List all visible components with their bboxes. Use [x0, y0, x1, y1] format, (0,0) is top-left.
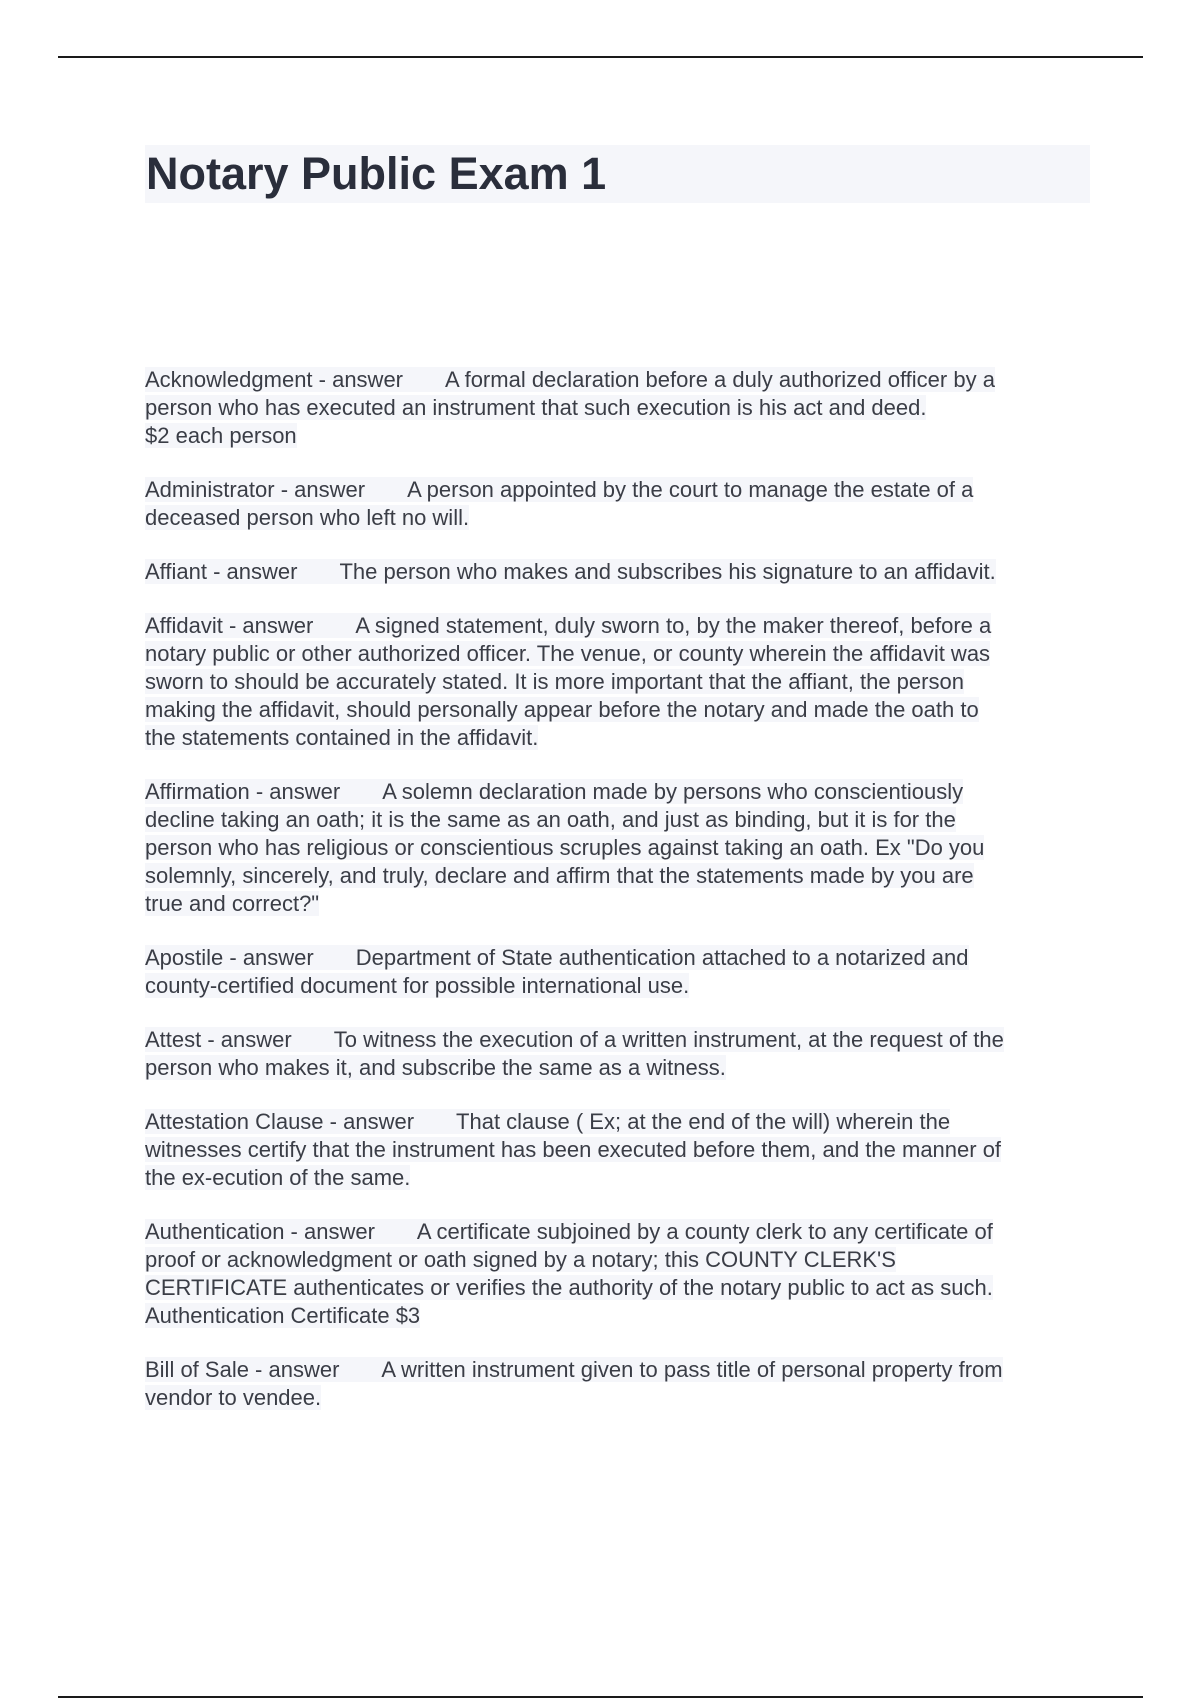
entry-definition-line [145, 807, 956, 832]
entry-term: Attest - answer [145, 1027, 292, 1052]
entry-term: Attestation Clause - answer [145, 1109, 415, 1134]
entry-definition: deceased person who left no will. [145, 505, 470, 530]
entry-line [145, 668, 1090, 696]
glossary-entry [145, 612, 1090, 752]
entry-line [145, 558, 1090, 586]
entry-definition: Department of State authentication attached to a notarized and [355, 945, 969, 970]
entry-first-line [145, 367, 995, 392]
entry-definition: making the affidavit, should personally appear before the notary and made the oath to [145, 697, 979, 722]
glossary-entry [145, 778, 1090, 918]
entry-line [145, 476, 1090, 504]
entry-definition: That clause ( Ex; at the end of the will) wherein the [456, 1109, 951, 1134]
entry-definition-line [145, 1303, 420, 1328]
entry-line [145, 1054, 1090, 1082]
entry-definition-line [145, 973, 689, 998]
entry-first-line [145, 1219, 993, 1244]
entry-first-line [145, 559, 996, 584]
entry-definition-line [145, 891, 319, 916]
entry-line [145, 834, 1090, 862]
entry-definition-line [145, 1137, 1001, 1162]
entry-definition: solemnly, sincerely, and truly, declare and affirm that the statements made by you are [145, 863, 974, 888]
entry-definition: witnesses certify that the instrument has been executed before them, and the manner of [145, 1137, 1002, 1162]
entry-definition: sworn to should be accurately stated. It is more important that the affiant, the person [145, 669, 964, 694]
entry-line [145, 1246, 1090, 1274]
glossary-entry [145, 476, 1090, 532]
entry-first-line [145, 1357, 1003, 1382]
entry-definition: Authentication Certificate $3 [145, 1303, 421, 1328]
entry-line [145, 640, 1090, 668]
entry-term: Affirmation - answer [145, 779, 341, 804]
entry-definition: CERTIFICATE authenticates or verifies the authority of the notary public to act as such. [145, 1275, 993, 1300]
entry-definition-line [145, 1055, 726, 1080]
glossary-entry [145, 944, 1090, 1000]
entry-definition-line [145, 835, 984, 860]
entry-line [145, 1302, 1090, 1330]
glossary-entry [145, 1356, 1090, 1412]
entry-term: Apostile - answer [145, 945, 314, 970]
entry-line [145, 1274, 1090, 1302]
glossary-entry [145, 1026, 1090, 1082]
entry-definition: A certificate subjoined by a county clerk to any certificate of [416, 1219, 993, 1244]
entry-line [145, 1218, 1090, 1246]
entry-definition-line [145, 505, 469, 530]
entry-first-line [145, 1027, 1004, 1052]
entry-line [145, 862, 1090, 890]
entry-first-line [145, 1109, 950, 1134]
entry-term: Acknowledgment - answer [145, 367, 404, 392]
entry-definition: county-certified document for possible international use. [145, 973, 690, 998]
entry-line [145, 1108, 1090, 1136]
entry-line [145, 366, 1090, 394]
entry-definition: person who makes it, and subscribe the same as a witness. [145, 1055, 726, 1080]
entry-definition-line [145, 1385, 321, 1410]
entry-line [145, 394, 1090, 422]
entry-term: Administrator - answer [145, 477, 366, 502]
entry-definition: proof or acknowledgment or oath signed by a notary; this COUNTY CLERK'S [145, 1247, 896, 1272]
entry-line [145, 1384, 1090, 1412]
bottom-rule [58, 1696, 1143, 1698]
entry-definition: A person appointed by the court to manage the estate of a [407, 477, 974, 502]
entry-definition-line [145, 641, 990, 666]
entry-definition: A written instrument given to pass title of personal property from [381, 1357, 1003, 1382]
entry-definition: $2 each person [145, 423, 297, 448]
entry-definition-line [145, 395, 926, 420]
entry-first-line [145, 779, 963, 804]
entry-term: Bill of Sale - answer [145, 1357, 340, 1382]
glossary-entries [145, 366, 1090, 1438]
entry-line [145, 890, 1090, 918]
entry-line [145, 1164, 1090, 1192]
entry-definition: person who has religious or conscientious scruples against taking an oath. Ex "Do you [145, 835, 985, 860]
entry-definition-line [145, 1275, 993, 1300]
entry-line [145, 422, 1090, 450]
entry-definition-line [145, 669, 964, 694]
glossary-entry [145, 1108, 1090, 1192]
top-rule [58, 56, 1143, 58]
entry-line [145, 944, 1090, 972]
entry-definition-line [145, 1165, 410, 1190]
entry-term: Affiant - answer [145, 559, 298, 584]
entry-definition: The person who makes and subscribes his signature to an affidavit. [339, 559, 996, 584]
entry-definition: the ex-ecution of the same. [145, 1165, 411, 1190]
entry-line [145, 806, 1090, 834]
entry-definition: A solemn declaration made by persons who conscientiously [382, 779, 964, 804]
entry-line [145, 724, 1090, 752]
document-title: Notary Public Exam 1 [146, 148, 607, 199]
entry-definition: A signed statement, duly sworn to, by the maker thereof, before a [355, 613, 992, 638]
entry-definition: the statements contained in the affidavit. [145, 725, 539, 750]
entry-definition-line [145, 423, 297, 448]
entry-first-line [145, 477, 973, 502]
entry-definition: person who has executed an instrument that such execution is his act and deed. [145, 395, 927, 420]
entry-definition: To witness the execution of a written instrument, at the request of the [333, 1027, 1004, 1052]
entry-term: Affidavit - answer [145, 613, 314, 638]
entry-line [145, 612, 1090, 640]
entry-line [145, 1356, 1090, 1384]
entry-definition: true and correct?" [145, 891, 320, 916]
entry-line [145, 1136, 1090, 1164]
entry-line [145, 972, 1090, 1000]
entry-definition: A formal declaration before a duly authorized officer by a [445, 367, 995, 392]
entry-line [145, 696, 1090, 724]
entry-line [145, 504, 1090, 532]
glossary-entry [145, 1218, 1090, 1330]
entry-definition: vendor to vendee. [145, 1385, 322, 1410]
glossary-entry [145, 558, 1090, 586]
entry-definition-line [145, 863, 974, 888]
entry-term: Authentication - answer [145, 1219, 375, 1244]
entry-definition-line [145, 725, 538, 750]
glossary-entry [145, 366, 1090, 450]
entry-line [145, 1026, 1090, 1054]
entry-first-line [145, 945, 969, 970]
entry-definition-line [145, 1247, 896, 1272]
entry-definition-line [145, 697, 979, 722]
entry-definition: decline taking an oath; it is the same as an oath, and just as binding, but it is for the [145, 807, 956, 832]
entry-definition: notary public or other authorized officer. The venue, or county wherein the affidavit was [145, 641, 991, 666]
entry-first-line [145, 613, 991, 638]
entry-line [145, 778, 1090, 806]
